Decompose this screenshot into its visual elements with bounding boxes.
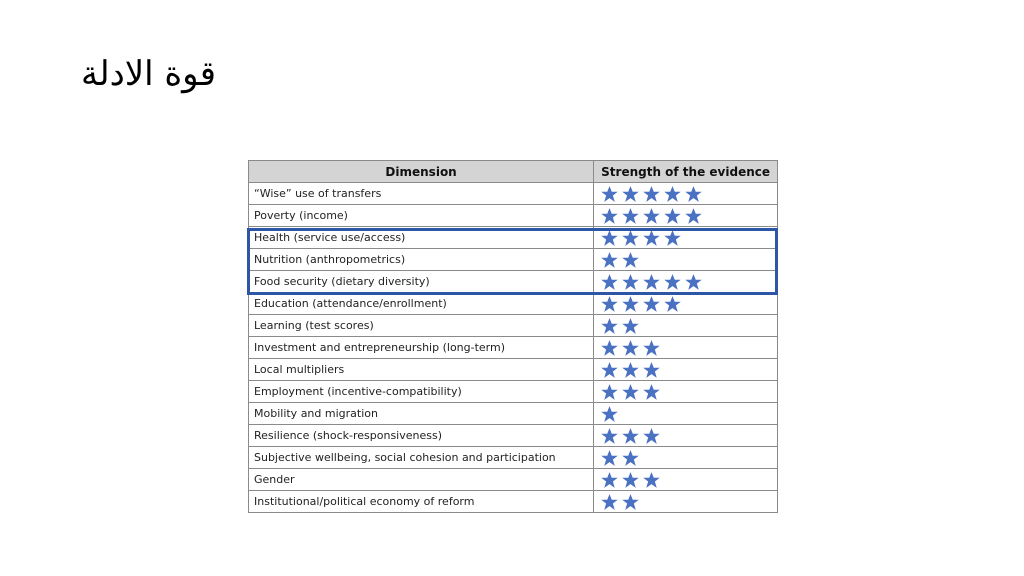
slide-title: قوة الادلة [80, 54, 216, 94]
star-rating [600, 293, 771, 314]
star-rating [600, 337, 771, 358]
dimension-cell: Food security (dietary diversity) [249, 271, 594, 293]
header-strength: Strength of the evidence [594, 161, 778, 183]
star-icon [684, 207, 703, 225]
strength-cell [594, 271, 778, 293]
dimension-cell: “Wise” use of transfers [249, 183, 594, 205]
star-icon [684, 273, 703, 291]
star-icon [621, 295, 640, 313]
table-row [249, 205, 778, 227]
table-row [249, 447, 778, 469]
star-icon [600, 317, 619, 335]
star-icon [642, 229, 661, 247]
star-icon [600, 405, 619, 423]
star-icon [600, 493, 619, 511]
star-icon [600, 207, 619, 225]
strength-cell [594, 315, 778, 337]
star-rating [600, 469, 771, 490]
star-icon [600, 449, 619, 467]
strength-cell [594, 381, 778, 403]
table-row [249, 381, 778, 403]
star-icon [642, 339, 661, 357]
star-icon [642, 361, 661, 379]
strength-cell [594, 359, 778, 381]
dimension-cell: Institutional/political economy of reform [249, 491, 594, 513]
star-icon [642, 383, 661, 401]
strength-cell [594, 183, 778, 205]
star-rating [600, 381, 771, 402]
star-rating [600, 315, 771, 336]
star-icon [663, 273, 682, 291]
star-icon [600, 361, 619, 379]
dimension-cell: Poverty (income) [249, 205, 594, 227]
dimension-cell: Gender [249, 469, 594, 491]
star-icon [600, 273, 619, 291]
star-icon [663, 295, 682, 313]
strength-cell [594, 249, 778, 271]
star-rating [600, 491, 771, 512]
dimension-cell: Subjective wellbeing, social cohesion and participation [249, 447, 594, 469]
star-icon [621, 207, 640, 225]
strength-cell [594, 447, 778, 469]
star-icon [621, 185, 640, 203]
table-row [249, 359, 778, 381]
star-rating [600, 271, 771, 292]
table-body [249, 183, 778, 513]
star-icon [600, 185, 619, 203]
star-rating [600, 227, 771, 248]
star-icon [600, 383, 619, 401]
table-row [249, 469, 778, 491]
table-row [249, 403, 778, 425]
strength-cell [594, 205, 778, 227]
evidence-table-container [248, 160, 778, 513]
star-icon [642, 273, 661, 291]
dimension-cell: Employment (incentive-compatibility) [249, 381, 594, 403]
star-icon [642, 185, 661, 203]
star-icon [621, 427, 640, 445]
star-icon [621, 493, 640, 511]
dimension-cell: Education (attendance/enrollment) [249, 293, 594, 315]
star-rating [600, 403, 771, 424]
table-row [249, 337, 778, 359]
table-row [249, 227, 778, 249]
star-icon [600, 295, 619, 313]
star-icon [600, 251, 619, 269]
dimension-cell: Mobility and migration [249, 403, 594, 425]
table-row [249, 491, 778, 513]
star-icon [642, 427, 661, 445]
star-icon [600, 339, 619, 357]
table-row [249, 183, 778, 205]
evidence-table [248, 160, 778, 513]
star-icon [621, 273, 640, 291]
table-row [249, 315, 778, 337]
table-row [249, 271, 778, 293]
star-rating [600, 249, 771, 270]
strength-cell [594, 491, 778, 513]
table-row [249, 293, 778, 315]
dimension-cell: Local multipliers [249, 359, 594, 381]
star-icon [600, 471, 619, 489]
star-icon [621, 361, 640, 379]
star-icon [600, 229, 619, 247]
star-icon [642, 295, 661, 313]
star-rating [600, 425, 771, 446]
strength-cell [594, 227, 778, 249]
star-icon [663, 207, 682, 225]
star-icon [600, 427, 619, 445]
star-icon [621, 449, 640, 467]
star-icon [663, 185, 682, 203]
strength-cell [594, 293, 778, 315]
strength-cell [594, 469, 778, 491]
star-icon [621, 471, 640, 489]
dimension-cell: Health (service use/access) [249, 227, 594, 249]
star-rating [600, 359, 771, 380]
dimension-cell: Learning (test scores) [249, 315, 594, 337]
star-icon [642, 207, 661, 225]
star-icon [663, 229, 682, 247]
strength-cell [594, 425, 778, 447]
strength-cell [594, 403, 778, 425]
dimension-cell: Investment and entrepreneurship (long-term) [249, 337, 594, 359]
dimension-cell: Nutrition (anthropometrics) [249, 249, 594, 271]
star-rating [600, 205, 771, 226]
star-icon [621, 229, 640, 247]
star-icon [621, 317, 640, 335]
table-row [249, 425, 778, 447]
star-rating [600, 183, 771, 204]
table-header-row [249, 161, 778, 183]
star-icon [621, 251, 640, 269]
strength-cell [594, 337, 778, 359]
star-icon [621, 383, 640, 401]
star-icon [621, 339, 640, 357]
dimension-cell: Resilience (shock-responsiveness) [249, 425, 594, 447]
star-icon [642, 471, 661, 489]
star-rating [600, 447, 771, 468]
star-icon [684, 185, 703, 203]
table-row [249, 249, 778, 271]
header-dimension: Dimension [249, 161, 594, 183]
